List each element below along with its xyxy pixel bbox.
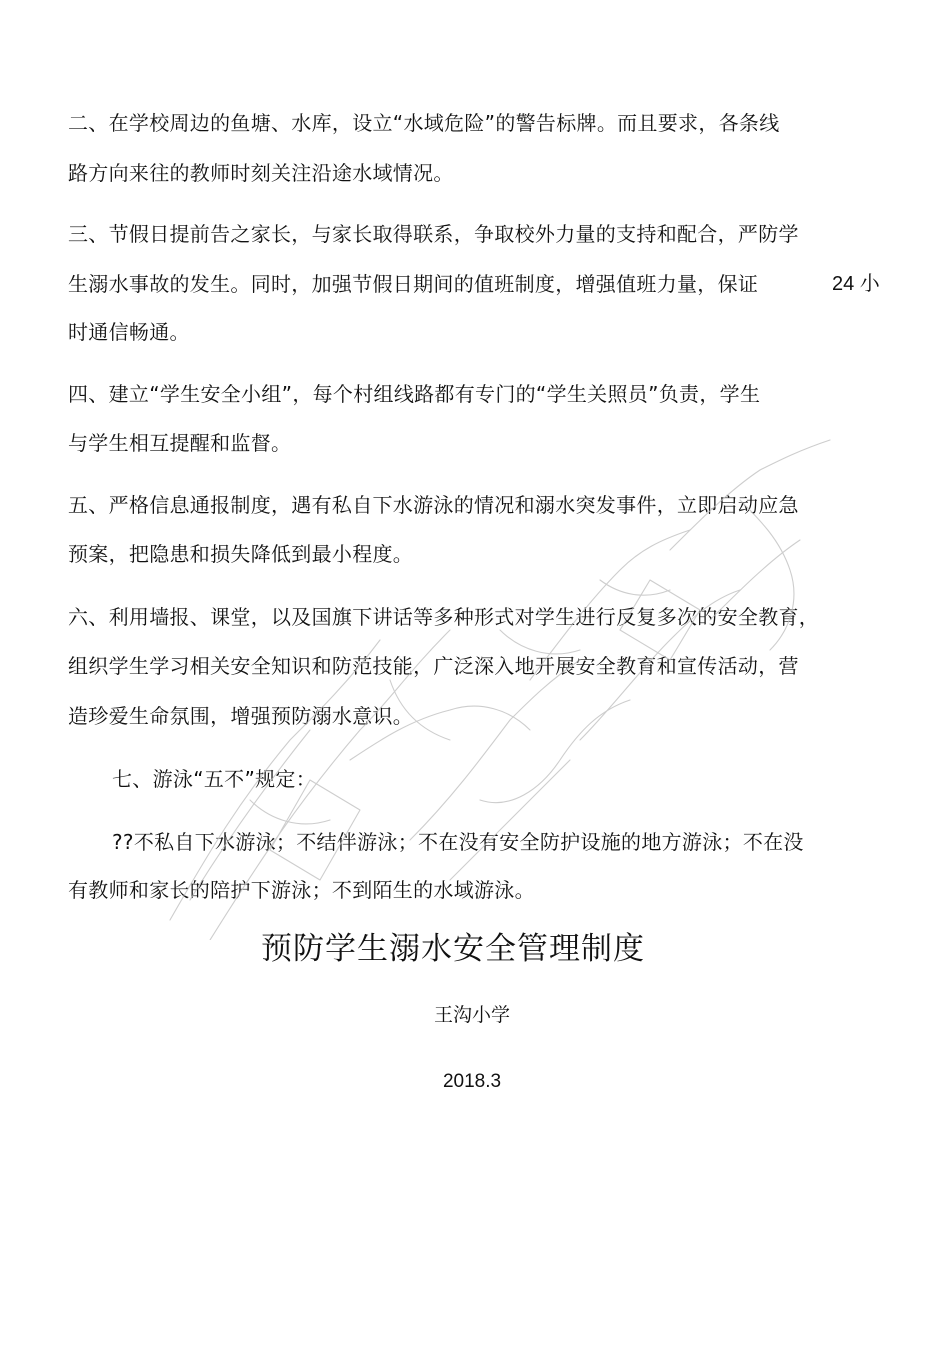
- school-name: 王沟小学: [433, 1004, 510, 1026]
- paragraph-4-line-1: 四、建立“学生安全小组”，每个村组线路都有专门的“学生关照员”负责，学生: [68, 382, 761, 406]
- document-date: 2018.3: [442, 1071, 502, 1092]
- paragraph-5-line-2: 预案，把隐患和损失降低到最小程度。: [68, 542, 414, 566]
- paragraph-3-line-1: 三、节假日提前告之家长，与家长取得联系，争取校外力量的支持和配合，严防学: [68, 222, 799, 246]
- paragraph-2-line-1: 二、在学校周边的鱼塘、水库，设立“水域危险”的警告标牌。而且要求，各条线: [68, 111, 780, 135]
- paragraph-3-trailing-text: 24 小: [832, 273, 880, 295]
- paragraph-3-line-2: 生溺水事故的发生。同时，加强节假日期间的值班制度，增强值班力量，保证: [68, 272, 759, 296]
- paragraph-5-line-1: 五、严格信息通报制度，遇有私自下水游泳的情况和溺水突发事件，立即启动应急: [68, 493, 799, 517]
- paragraph-4-line-2: 与学生相互提醒和监督。: [68, 431, 292, 455]
- paragraph-7-heading: 七、游泳“五不”规定：: [112, 767, 317, 791]
- paragraph-2-line-2: 路方向来往的教师时刻关注沿途水域情况。: [68, 161, 454, 185]
- paragraph-3-line-3: 时通信畅通。: [68, 320, 190, 344]
- paragraph-6-line-1: 六、利用墙报、课堂，以及国旗下讲话等多种形式对学生进行反复多次的安全教育，: [68, 605, 820, 629]
- rules-line-2: 有教师和家长的陪护下游泳；不到陌生的水域游泳。: [68, 878, 535, 902]
- paragraph-6-line-2: 组织学生学习相关安全知识和防范技能，广泛深入地开展安全教育和宣传活动，营: [68, 654, 799, 678]
- paragraph-6-line-3: 造珍爱生命氛围，增强预防溺水意识。: [68, 704, 414, 728]
- document-title: 预防学生溺水安全管理制度: [261, 931, 645, 967]
- rules-line-1: ??不私自下水游泳；不结伴游泳；不在没有安全防护设施的地方游泳；不在没: [112, 830, 804, 854]
